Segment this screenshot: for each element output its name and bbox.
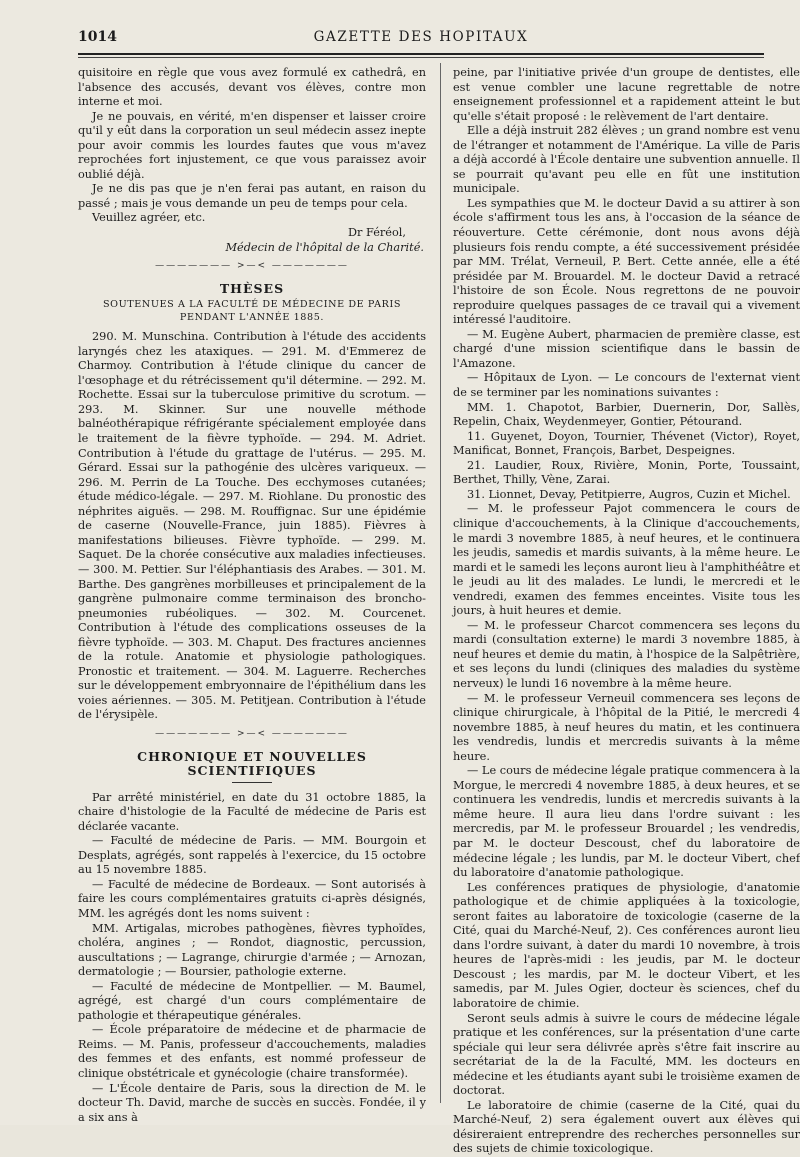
news-paragraph: — M. le professeur Charcot commencera ses leçons du mardi (consultation externe) le mardi 3 novembre 1885, à neuf heures et demie du matin, à l'hospice de la Salpêtrière, et ses leçons du lundi (cliniques des maladies du système nerveux) le lundi 16 novembre à la même heure. xyxy=(453,618,800,690)
news-paragraph: 11. Guyenet, Doyon, Tournier, Thévenet (Victor), Royet, Manificat, Bonnet, François, Barbet, Despeignes. xyxy=(453,429,800,458)
page-header xyxy=(78,29,764,51)
short-rule xyxy=(232,782,272,783)
theses-subtitle xyxy=(78,298,426,324)
column-divider xyxy=(440,63,441,1103)
chronique-paragraph: Par arrêté ministériel, en date du 31 octobre 1885, la chaire d'histologie de la Faculté de médecine de Paris est déclarée vacante. xyxy=(78,790,426,833)
news-paragraph: Elle a déjà instruit 282 élèves ; un grand nombre est venu de l'étranger et notamment de l'Amérique. La ville de Paris a déjà accordé à l'École dentaire une subvention annuelle. Il se pourrait qu'avant peu elle en fût une institution municipale. xyxy=(453,124,800,196)
news-paragraph: peine, par l'initiative privée d'un groupe de dentistes, elle est venue combler une lacune regrettable de notre enseignement professionnel et a rapidement atteint le but qu'elle s'était proposé : le relèvement de l'art dentaire. xyxy=(453,66,800,123)
page-number: 1014 xyxy=(78,29,117,45)
news-paragraph: Seront seuls admis à suivre le cours de médecine légale pratique et les conférences, sur la présentation d'une carte spéciale qui leur sera délivrée après s'être fait inscrire au secrétariat de la de la Faculté, MM. les docteurs en médecine et les étudiants ayant subi le troisième examen de doctorat. xyxy=(453,1011,800,1098)
news-paragraph: — M. le professeur Pajot commencera le cours de clinique d'accouchements, à la Clinique d'accouchements, le mardi 3 novembre 1885, à neuf heures, et le continuera les jeudis, samedis et mardis suivants, à la même heure. Le mardi et le samedi les leçons auront lieu à l'amphithéâtre et le jeudi au lit des malades. Le lundi, le mercredi et le vendredi, examen des femmes enceintes. Visite tous les jours, à huit heures et demie. xyxy=(453,502,800,618)
theses-list: 290. M. Munschina. Contribution à l'étude des accidents laryngés chez les ataxiques. — 291. M. d'Emmerez de Charmoy. Contribution à l'étude clinique du cancer de l'œsophage et du rétrécissement qu'il détermine. — 292. M. Rochette. Essai sur la tuberculose primitive du scrotum. — 293. M. Skinner. Sur une nouvelle méthode balnéothérapique réfrigérante spécialement employée dans le traitement de la fièvre typhoïde. — 294. M. Adriet. Contribution à l'étude du grattage de l'utérus. — 295. M. Gérard. Essai sur la pathogénie des ulcères variqueux. — 296. M. Perrin de La Touche. Des ecchymoses cutanées; étude médico-légale. — 297. M. Riohlane. Du pronostic des néphrites aiguës. — 298. M. Rouffignac. Sur une épidémie de caserne (Nouvelle-France, juin 1885). Fièvres à manifestations bilieuses. Fièvre typhoïde. — 299. M. Saquet. De la chorée consécutive aux maladies infectieuses. — 300. M. Pettier. Sur l'éléphantiasis des Arabes. — 301. M. Barthe. Des gangrènes morbilleuses et principalement de la gangrène pulmonaire comme terminaison des broncho-pneumonies rubéoliques. — 302. M. Courcenet. Contribution à l'étude des complications osseuses de la fièvre typhoïde. — 303. M. Chaput. Des fractures anciennes de la rotule. Anatomie et physiologie pathologiques. Pronostic et traitement. — 304. M. Laguerre. Recherches sur le développement embryonnaire de l'épithélium dans les voies aériennes. — 305. M. Petitjean. Contribution à l'étude de l'érysipèle. xyxy=(78,330,426,722)
letter-signature: Dr Féréol, xyxy=(347,226,406,240)
letter-paragraph: Veuillez agréer, etc. xyxy=(92,211,206,225)
letter-paragraph: quisitoire en règle que vous avez formulé ex cathedrâ, en l'absence des accusés, devant vos élèves, contre mon interne et moi. xyxy=(78,66,426,109)
chronique-paragraph: — L'École dentaire de Paris, sous la direction de M. le docteur Th. David, marche de succès en succès. Fondée, il y a six ans à xyxy=(78,1081,426,1124)
news-paragraph: — Le cours de médecine légale pratique commencera à la Morgue, le mercredi 4 novembre 1885, à deux heures, et se continuera les vendredis, lundis et mercredis suivants à la même heure. Il aura lieu dans l'ordre suivant : les mercredis, par M. le professeur Brouardel ; les vendredis, par M. le docteur Descoust, chef du laboratoire de médecine légale ; les lundis, par M. le docteur Vibert, chef du laboratoire d'anatomie pathologique. xyxy=(453,764,800,880)
chronique-paragraph: MM. Artigalas, microbes pathogènes, fièvres typhoïdes, choléra, angines ; — Rondot, diagnostic, percussion, auscultations ; — Lagrange, chirurgie d'armée ; — Arnozan, dermatologie ; — Boursier, pathologie externe. xyxy=(78,921,426,979)
news-paragraph: Le laboratoire de chimie (caserne de la Cité, quai du Marché-Neuf, 2) sera également ouvert aux élèves qui désireraient entreprendre des recherches personnelles sur des sujets de chimie toxicologique. xyxy=(453,1098,800,1156)
header-rule-thin xyxy=(78,57,764,58)
theses-subtitle-line2: PENDANT L'ANNÉE 1885. xyxy=(179,312,325,324)
right-column xyxy=(453,66,800,1157)
left-column xyxy=(78,66,426,1125)
news-paragraph: Les conférences pratiques de physiologie, d'anatomie pathologique et de chimie appliquées à la toxicologie, seront faites au laboratoire de toxicologie (caserne de la Cité, quai du Marché-Neuf, 2). Ces conférences auront lieu dans l'ordre suivant, à dater du mardi 10 novembre, à trois heures de l'après-midi : les jeudis, par M. le docteur Descoust ; les mardis, par M. le docteur Vibert, et les samedis, par M. Jules Ogier, docteur ès sciences, chef du laboratoire de chimie. xyxy=(453,880,800,1010)
letter-signature-title: Médecin de l'hôpital de la Charité. xyxy=(225,240,424,254)
news-paragraph: 21. Laudier, Roux, Rivière, Monin, Porte, Toussaint, Berthet, Thilly, Vène, Zarai. xyxy=(453,458,800,487)
chronique-title: CHRONIQUE ET NOUVELLES SCIENTIFIQUES xyxy=(137,748,367,779)
news-paragraph: — M. le professeur Verneuil commencera ses leçons de clinique chirurgicale, à l'hôpital de la Pitié, le mercredi 4 novembre 1885, à neuf heures du matin, et les continuera les vendredis, lundis et mercredis suivants à la même heure. xyxy=(453,691,800,763)
section-ornament: ——————— >—< ——————— xyxy=(155,261,349,272)
header-rule xyxy=(78,53,764,55)
chronique-paragraph: — Faculté de médecine de Bordeaux. — Sont autorisés à faire les cours complémentaires gratuits ci-après désignés, MM. les agrégés dont les noms suivent : xyxy=(78,877,426,920)
chronique-paragraph: — École préparatoire de médecine et de pharmacie de Reims. — M. Panis, professeur d'accouchements, maladies des femmes et des enfants, est nommé professeur de clinique obstétricale et gynécologie (chaire transformée). xyxy=(78,1023,426,1080)
letter-paragraph: Je ne dis pas que je n'en ferai pas autant, en raison du passé ; mais je vous demande un peu de temps pour cela. xyxy=(78,182,426,210)
theses-title: THÈSES xyxy=(219,280,285,296)
news-paragraph: — Hôpitaux de Lyon. — Le concours de l'externat vient de se terminer par les nominations suivantes : xyxy=(453,371,800,400)
news-paragraph: Les sympathies que M. le docteur David a su attirer à son école s'affirment tous les ans, à l'occasion de la séance de réouverture. Cette cérémonie, dont nous avons déjà plusieurs fois rendu compte, a été successivement présidée par MM. Trélat, Verneuil, P. Bert. Cette année, elle a été présidée par M. Brouardel. M. le docteur David a retracé l'histoire de son École. Nous regrettons de ne pouvoir reproduire quelques passages de ce travail qui a vivement intéressé l'auditoire. xyxy=(453,196,800,327)
theses-subtitle-line1: SOUTENUES A LA FACULTÉ DE MÉDECINE DE PARIS xyxy=(102,299,402,311)
news-paragraph: — M. Eugène Aubert, pharmacien de première classe, est chargé d'une mission scientifique dans le bassin de l'Amazone. xyxy=(453,327,800,370)
news-paragraph: 31. Lionnet, Devay, Petitpierre, Augros, Cuzin et Michel. xyxy=(467,487,791,501)
news-paragraph: MM. 1. Chapotot, Barbier, Duernerin, Dor, Sallès, Repelin, Chaix, Weydenmeyer, Gontier, Pétourand. xyxy=(453,400,800,429)
journal-title: GAZETTE DES HOPITAUX xyxy=(313,29,529,45)
letter-paragraph: Je ne pouvais, en vérité, m'en dispenser et laisser croire qu'il y eût dans la corporation un seul médecin assez inepte pour avoir commis les lourdes fautes que vous m'avez reprochées fort injustement, ce que vous paraissez avoir oublié déjà. xyxy=(78,109,426,181)
section-ornament: ——————— >—< ——————— xyxy=(155,728,349,739)
chronique-paragraph: — Faculté de médecine de Paris. — MM. Bourgoin et Desplats, agrégés, sont rappelés à l'exercice, du 15 octobre au 15 novembre 1885. xyxy=(78,834,426,877)
chronique-paragraph: — Faculté de médecine de Montpellier. — M. Baumel, agrégé, est chargé d'un cours complémentaire de pathologie et thérapeutique générales. xyxy=(78,979,426,1022)
